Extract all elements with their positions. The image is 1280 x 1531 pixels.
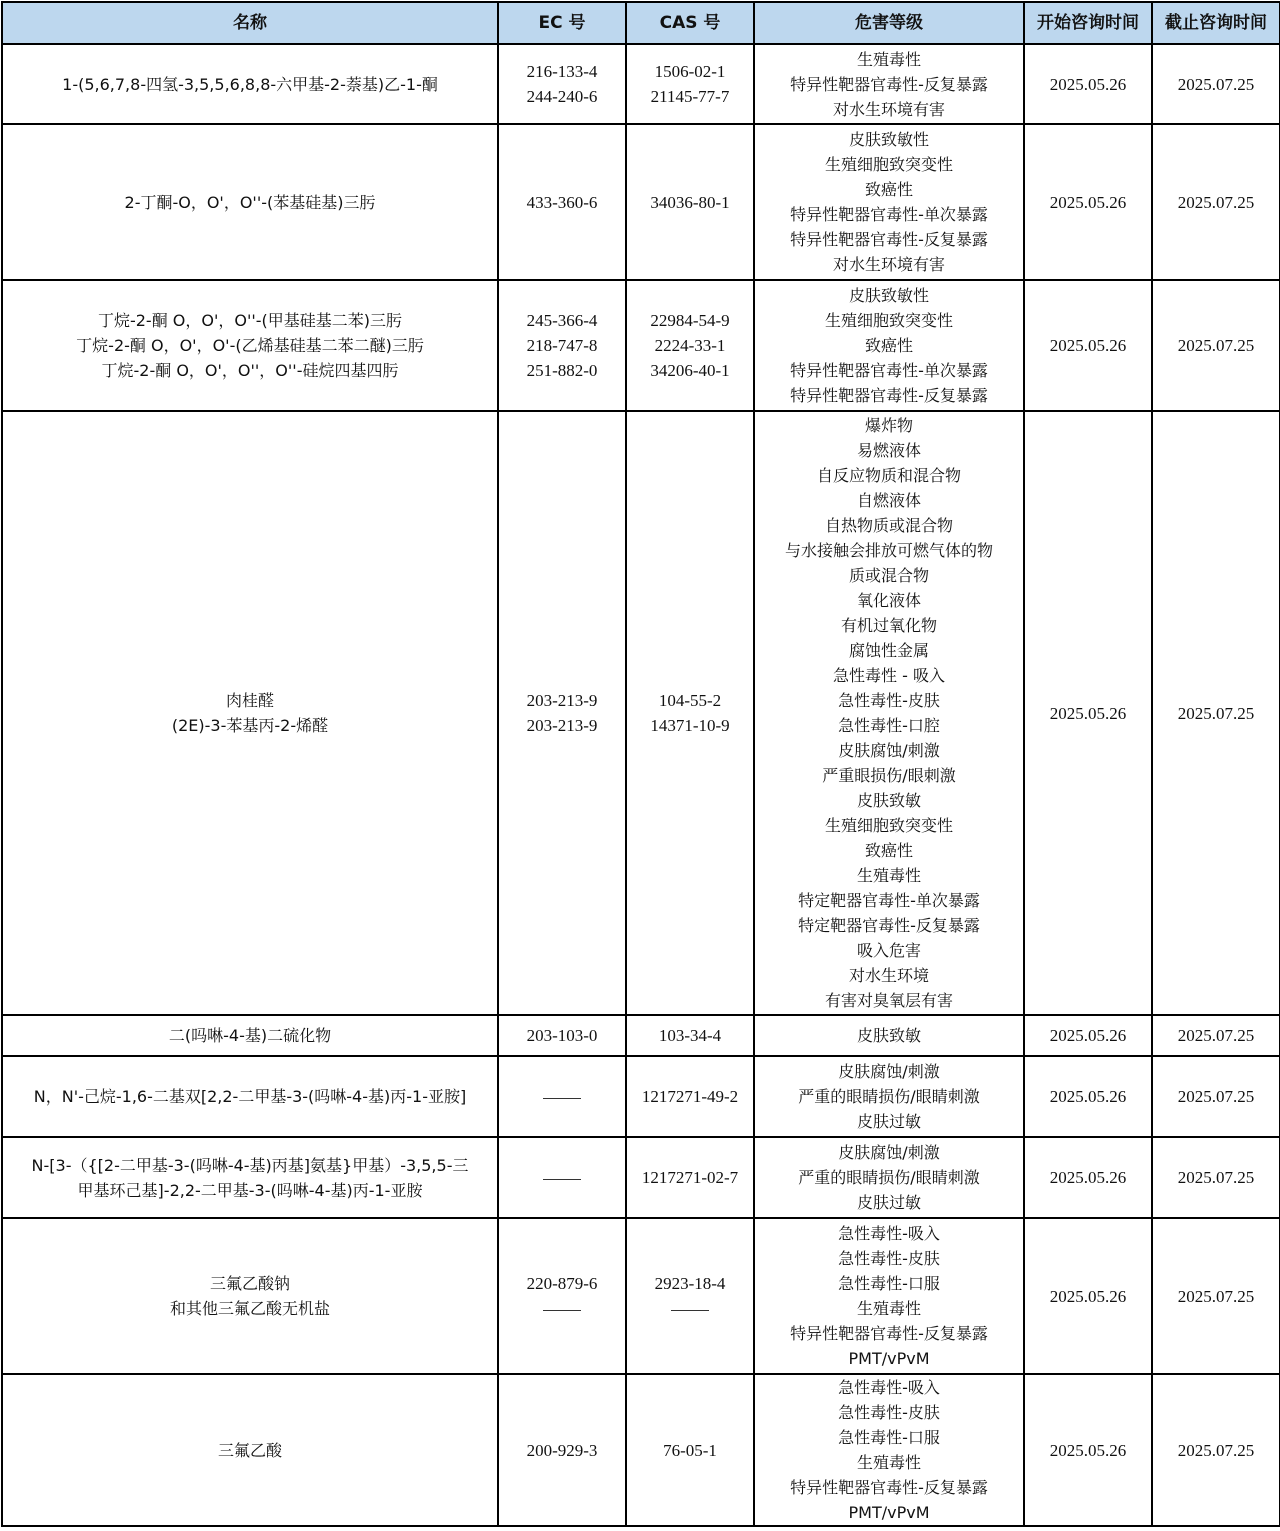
cas-line: 34036-80-1 [650,192,730,212]
hazard-line: PMT/vPvM [848,1349,930,1368]
hazard-line: 皮肤过敏 [856,1112,921,1131]
empty-dash [671,1310,709,1311]
hazard-line: 质或混合物 [848,566,929,585]
ec-number-cell [498,1218,626,1374]
cas-number-cell [626,44,754,124]
hazard-line: 与水接触会排放可燃气体的物 [784,541,993,560]
empty-dash [543,1179,581,1180]
hazard-line: 生殖毒性 [856,1453,921,1472]
hazard-line: 腐蚀性金属 [848,641,929,660]
start-date-cell: 2025.05.26 [1024,124,1152,280]
hazard-class-cell [754,280,1024,411]
hazard-line: 急性毒性-口腔 [838,716,940,735]
hazard-class-cell [754,1137,1024,1218]
ec-number-cell [498,1374,626,1526]
hazard-line: 自热物质或混合物 [824,516,953,535]
hazard-line: 氧化液体 [856,591,921,610]
end-date-cell: 2025.07.25 [1152,280,1280,411]
hazard-line: 特异性靶器官毒性-单次暴露 [790,205,988,224]
hazard-line: 致癌性 [864,180,913,199]
name-line: 肉桂醛 [225,691,274,710]
hazard-line: 皮肤腐蚀/刺激 [838,741,940,760]
name-line: 二(吗啉-4-基)二硫化物 [168,1026,332,1045]
cas-line: 103-34-4 [658,1026,722,1045]
cas-line: 1506-02-1 [654,62,726,81]
hazard-line: 自反应物质和混合物 [816,466,961,485]
hazard-line: 急性毒性-皮肤 [838,1403,940,1422]
ec-line [501,1296,623,1321]
start-date-cell: 2025.05.26 [1024,44,1152,124]
substance-name-cell [2,411,498,1015]
start-date-cell: 2025.05.26 [1024,1056,1152,1137]
hazard-class-cell [754,1374,1024,1526]
empty-dash [543,1310,581,1311]
substance-table [1,1,1280,1527]
hazard-line: 致癌性 [864,841,913,860]
col-header-cas: CAS 号 [626,2,754,44]
cas-number-cell [626,1015,754,1056]
name-line: N，N'-己烷-1,6-二基双[2,2-二甲基-3-(吗啉-4-基)丙-1-亚胺] [33,1087,467,1106]
hazard-line: 易燃液体 [856,441,921,460]
hazard-line: 特异性靶器官毒性-反复暴露 [790,386,988,405]
header-row [2,2,1280,44]
cas-number-cell [626,1218,754,1374]
ec-number-cell [498,280,626,411]
name-line: 丁烷-2-酮 O，O'，O''-(甲基硅基二苯)三肟 [97,311,403,330]
name-line: 2-丁酮-O，O'，O''-(苯基硅基)三肟 [124,192,376,212]
hazard-line: 致癌性 [864,336,913,355]
cas-line: 76-05-1 [663,1440,717,1460]
name-line: 丁烷-2-酮 O，O'，O''，O''-硅烷四基四肟 [101,361,399,380]
table-row [2,124,1280,280]
end-date-cell: 2025.07.25 [1152,411,1280,1015]
hazard-line: 皮肤致敏性 [848,130,929,149]
col-header-start: 开始咨询时间 [1024,2,1152,44]
hazard-line: 皮肤致敏性 [848,286,929,305]
start-date-cell: 2025.05.26 [1024,1218,1152,1374]
substance-name-cell [2,1137,498,1218]
ec-line: 203-213-9 [526,691,598,710]
hazard-line: 严重的眼睛损伤/眼睛刺激 [798,1087,980,1106]
hazard-line: 自燃液体 [856,491,921,510]
cas-number-cell [626,1056,754,1137]
end-date-cell: 2025.07.25 [1152,1015,1280,1056]
hazard-line: 对水生环境 [848,966,929,985]
cas-number-cell [626,411,754,1015]
hazard-class-cell [754,124,1024,280]
hazard-class-cell [754,1056,1024,1137]
ec-number-cell [498,1056,626,1137]
hazard-line: 特异性靶器官毒性-反复暴露 [790,1324,988,1343]
ec-line: 220-879-6 [526,1274,598,1293]
start-date-cell: 2025.05.26 [1024,280,1152,411]
hazard-line: 急性毒性-吸入 [838,1378,940,1397]
ec-line: 433-360-6 [526,192,598,212]
hazard-line: 急性毒性-口服 [838,1274,940,1293]
end-date-cell: 2025.07.25 [1152,44,1280,124]
hazard-line: 皮肤致敏 [856,1026,921,1045]
name-line: (2E)-3-苯基丙-2-烯醛 [171,716,329,735]
end-date-cell: 2025.07.25 [1152,1056,1280,1137]
hazard-line: 急性毒性 - 吸入 [833,666,945,685]
table-row [2,1137,1280,1218]
hazard-line: 特异性靶器官毒性-单次暴露 [790,361,988,380]
hazard-class-cell [754,1015,1024,1056]
cas-number-cell [626,280,754,411]
substance-name-cell [2,1056,498,1137]
table-row [2,280,1280,411]
ec-line: 244-240-6 [526,87,598,106]
ec-number-cell [498,1015,626,1056]
substance-name-cell [2,1374,498,1526]
hazard-line: 爆炸物 [864,416,913,435]
col-header-ec: EC 号 [498,2,626,44]
hazard-line: 生殖毒性 [856,866,921,885]
hazard-class-cell [754,44,1024,124]
ec-line: 216-133-4 [526,62,598,81]
name-line: 1-(5,6,7,8-四氢-3,5,5,6,8,8-六甲基-2-萘基)乙-1-酮 [62,74,438,94]
hazard-line: 特异性靶器官毒性-反复暴露 [790,230,988,249]
table-row [2,1218,1280,1374]
name-line: 三氟乙酸 [217,1440,282,1460]
start-date-cell: 2025.05.26 [1024,1137,1152,1218]
table-row [2,1015,1280,1056]
hazard-line: 生殖毒性 [856,1299,921,1318]
cas-number-cell [626,1137,754,1218]
hazard-class-cell [754,1218,1024,1374]
end-date-cell: 2025.07.25 [1152,1218,1280,1374]
hazard-class-cell [754,411,1024,1015]
ec-line: 245-366-4 [526,311,598,330]
cas-line: 104-55-2 [658,691,722,710]
hazard-line: 特异性靶器官毒性-反复暴露 [790,74,988,94]
table-row [2,44,1280,124]
ec-line: 200-929-3 [526,1440,598,1460]
hazard-line: 皮肤腐蚀/刺激 [838,1062,940,1081]
cas-line: 14371-10-9 [650,716,730,735]
name-line: N-[3-（{[2-二甲基-3-(吗啉-4-基)丙基]氨基}甲基）-3,5,5-三 [31,1155,469,1175]
ec-line [501,1165,623,1190]
hazard-line: 有害对臭氧层有害 [824,991,953,1010]
substance-name-cell [2,280,498,411]
table-row [2,411,1280,1015]
hazard-line: 对水生环境有害 [832,255,945,274]
ec-number-cell [498,124,626,280]
hazard-line: 特异性靶器官毒性-反复暴露 [790,1478,988,1497]
cas-number-cell [626,124,754,280]
hazard-line: 皮肤腐蚀/刺激 [838,1143,940,1162]
hazard-line: 急性毒性-皮肤 [838,1249,940,1268]
ec-number-cell [498,1137,626,1218]
start-date-cell: 2025.05.26 [1024,411,1152,1015]
hazard-line: 生殖细胞致突变性 [824,816,953,835]
substance-name-cell [2,1218,498,1374]
hazard-line: 吸入危害 [856,941,921,960]
ec-line: 203-213-9 [526,716,598,735]
hazard-line: 生殖细胞致突变性 [824,311,953,330]
col-header-end: 截止咨询时间 [1152,2,1280,44]
cas-line [629,1296,751,1321]
col-header-hazard: 危害等级 [754,2,1024,44]
hazard-line: 严重的眼睛损伤/眼睛刺激 [798,1168,980,1187]
hazard-line: 特定靶器官毒性-反复暴露 [798,916,980,935]
ec-line: 218-747-8 [526,336,598,355]
hazard-line: 急性毒性-口服 [838,1428,940,1447]
cas-line: 2923-18-4 [654,1274,726,1293]
table-row [2,1056,1280,1137]
cas-line: 22984-54-9 [650,311,730,330]
hazard-line: 急性毒性-吸入 [838,1224,940,1243]
table-body [2,44,1280,1526]
ec-line: 203-103-0 [526,1026,598,1045]
substance-name-cell [2,124,498,280]
substance-name-cell [2,44,498,124]
name-line: 三氟乙酸钠 [209,1274,290,1293]
hazard-line: 严重眼损伤/眼刺激 [822,766,956,785]
cas-line: 1217271-02-7 [641,1168,739,1187]
ec-number-cell [498,411,626,1015]
end-date-cell: 2025.07.25 [1152,1374,1280,1526]
ec-line [501,1084,623,1109]
end-date-cell: 2025.07.25 [1152,124,1280,280]
name-line: 甲基环己基]-2,2-二甲基-3-(吗啉-4-基)丙-1-亚胺 [77,1180,423,1200]
cas-line: 2224-33-1 [654,336,726,355]
table-row [2,1374,1280,1526]
hazard-line: PMT/vPvM [848,1503,930,1522]
name-line: 丁烷-2-酮 O，O'，O'-(乙烯基硅基二苯二醚)三肟 [76,336,424,355]
end-date-cell: 2025.07.25 [1152,1137,1280,1218]
hazard-line: 生殖细胞致突变性 [824,155,953,174]
col-header-name: 名称 [2,2,498,44]
hazard-line: 生殖毒性 [856,49,921,69]
cas-line: 21145-77-7 [650,87,730,106]
ec-number-cell [498,44,626,124]
hazard-line: 有机过氧化物 [840,616,937,635]
name-line: 和其他三氟乙酸无机盐 [169,1299,330,1318]
hazard-line: 急性毒性-皮肤 [838,691,940,710]
start-date-cell: 2025.05.26 [1024,1374,1152,1526]
cas-line: 1217271-49-2 [641,1087,739,1106]
hazard-line: 皮肤致敏 [856,791,921,810]
substance-name-cell [2,1015,498,1056]
ec-line: 251-882-0 [526,361,598,380]
hazard-line: 皮肤过敏 [856,1193,921,1212]
empty-dash [543,1098,581,1099]
cas-number-cell [626,1374,754,1526]
hazard-line: 对水生环境有害 [832,99,945,119]
cas-line: 34206-40-1 [650,361,730,380]
start-date-cell: 2025.05.26 [1024,1015,1152,1056]
hazard-line: 特定靶器官毒性-单次暴露 [798,891,980,910]
